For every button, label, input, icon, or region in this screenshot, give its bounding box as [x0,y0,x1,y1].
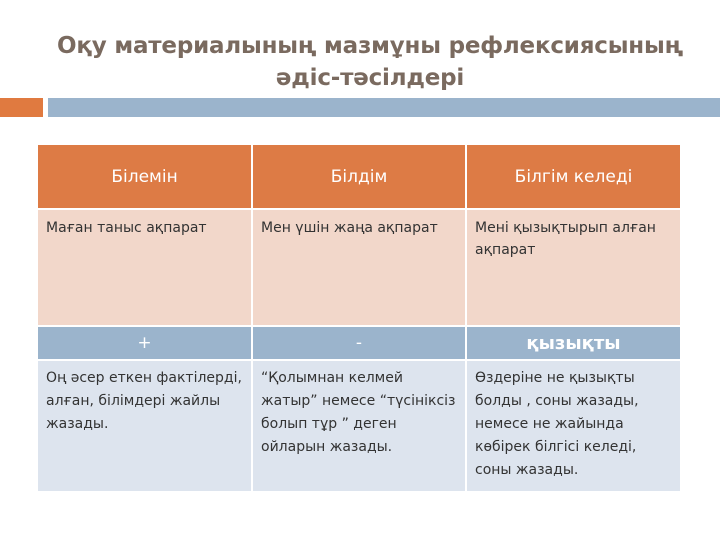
cell-familiar-info: Маған таныс ақпарат [38,209,252,325]
cell-plus-text: Оң әсер еткен фактілерді, алған, білімдері жайлы жазады. [38,360,252,491]
pmi-table-header [38,327,681,360]
pmi-table [38,327,682,491]
cell-interesting-text: Өздеріне не қызықты болды , соны жазады, немесе не жайында көбірек білгісі келеді, соны жазады. [466,360,681,491]
header-minus: - [252,327,466,360]
slide-title-line-1: Оқу материалының мазмұны рефлексиясының [57,33,683,59]
header-plus: + [38,327,252,360]
header-learned: Білдім [252,145,466,209]
knowledge-table [38,145,682,325]
slide-title [40,30,700,94]
table-row [38,209,681,325]
slide-title-line-2: әдіс-тәсілдері [275,65,465,91]
cell-minus-text: “Қолымнан келмей жатыр” немесе “түсініксіз болып тұр ” деген ойларын жазады. [252,360,466,491]
knowledge-table-header [38,145,681,209]
table-row [38,360,681,491]
header-want-to-know: Білгім келеді [466,145,681,209]
decor-bar-orange [0,98,43,117]
cell-interesting-info: Мені қызықтырып алған ақпарат [466,209,681,325]
header-interesting: қызықты [466,327,681,360]
header-i-know: Білемін [38,145,252,209]
cell-new-info: Мен үшін жаңа ақпарат [252,209,466,325]
decor-bar-blue [48,98,720,117]
